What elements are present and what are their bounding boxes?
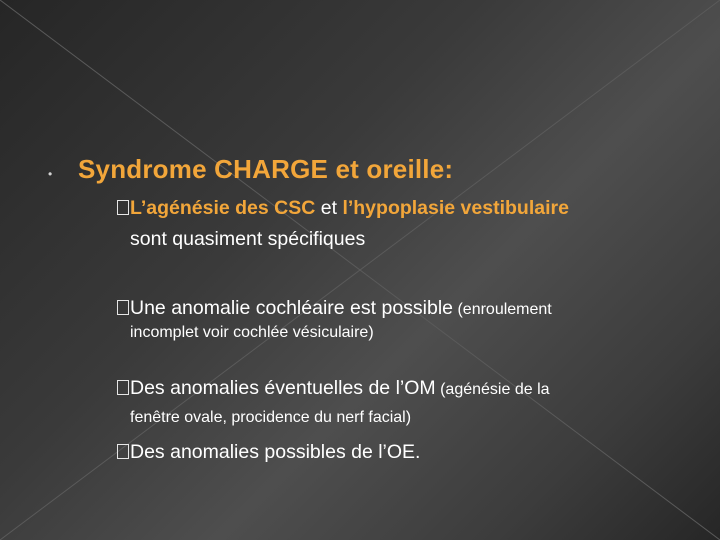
bullet-4-main: Des anomalies possibles de l’OE. xyxy=(130,441,421,463)
bullet-3 xyxy=(117,377,550,400)
bullet-box-icon xyxy=(117,380,129,395)
bullet-3-continuation: fenêtre ovale, procidence du nerf facial) xyxy=(130,409,412,426)
title-bullet-icon: • xyxy=(48,167,53,181)
bullet-box-icon xyxy=(117,300,129,315)
bullet-1-continuation: sont quasiment spécifiques xyxy=(130,228,366,250)
bullet-1-connector: et xyxy=(315,197,343,219)
bullet-4 xyxy=(117,441,420,464)
title-row xyxy=(48,154,453,185)
bullet-1-bold-2: l’hypoplasie vestibulaire xyxy=(342,197,569,219)
bullet-2-detail: (enroulement xyxy=(453,301,552,318)
bullet-1 xyxy=(117,197,569,220)
bullet-3-main: Des anomalies éventuelles de l’OM xyxy=(130,377,436,399)
bullet-box-icon xyxy=(117,444,129,459)
bullet-2 xyxy=(117,297,552,320)
slide-title: Syndrome CHARGE et oreille: xyxy=(78,154,454,184)
bullet-2-continuation: incomplet voir cochlée vésiculaire) xyxy=(130,324,374,341)
bullet-3-detail: (agénésie de la xyxy=(435,381,550,398)
bullet-box-icon xyxy=(117,200,129,215)
bullet-2-main: Une anomalie cochléaire est possible xyxy=(130,297,454,319)
bullet-1-bold-1: L’agénésie des CSC xyxy=(130,197,316,219)
